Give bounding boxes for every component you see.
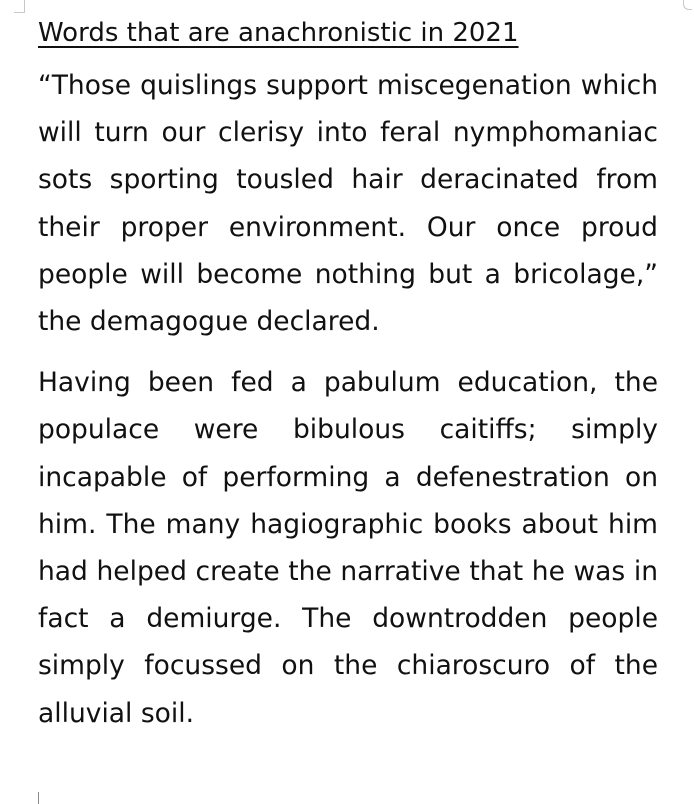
document-title: Words that are anachronistic in 2021: [38, 18, 519, 48]
text-cursor: [38, 792, 39, 804]
page-corner-mark-left: [14, 0, 25, 13]
document-body: [38, 12, 658, 737]
paragraph-2[interactable]: Having been fed a pabulum education, the populace were bibulous caitiffs; simply incapable of performing a defenestration on him. The many hagiographic books about him had helped create the narrative that he was in fact a demiurge. The downtrodden people simply focussed on the chiaroscuro of the alluvial soil.: [38, 367, 658, 729]
page-corner-mark-right: [683, 0, 692, 10]
paragraph-1[interactable]: “Those quislings support miscegenation which will turn our clerisy into feral nymphomaniac sots sporting tousled hair deracinated from their proper environment. Our once proud people will become nothing but a bricolage,” the demagogue declared.: [38, 70, 658, 338]
